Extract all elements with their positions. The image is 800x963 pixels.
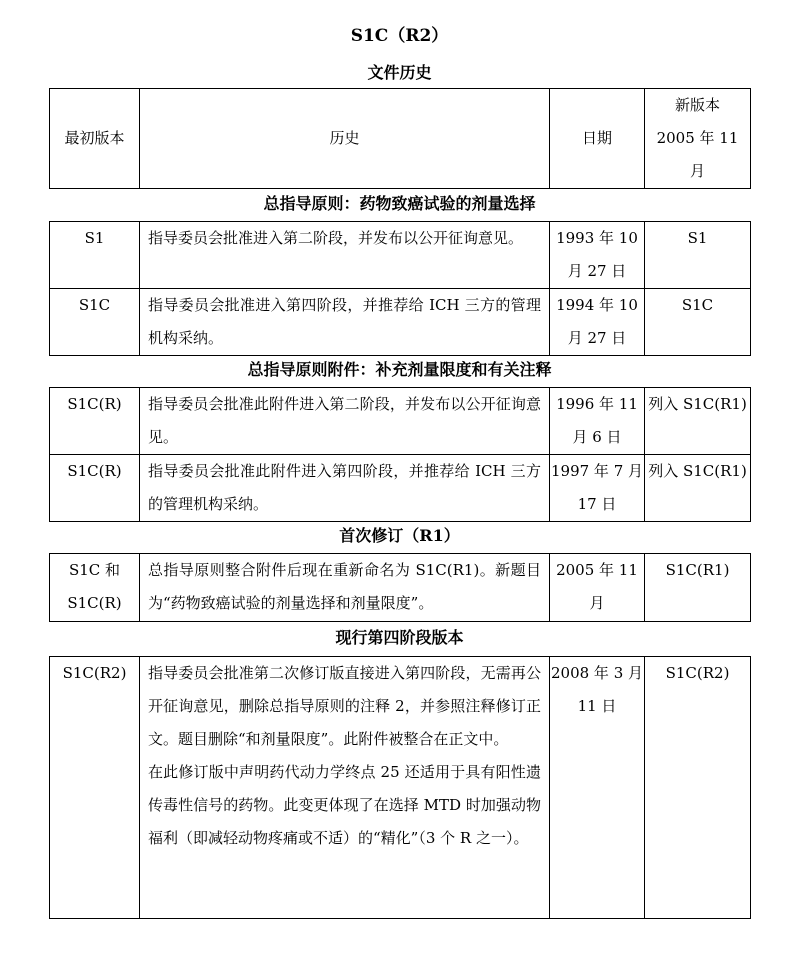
version-cell: S1C(R) [50,455,140,522]
new-version-cell: S1C(R2) [645,657,751,919]
history-cell: 指导委员会批准此附件进入第二阶段，并发布以公开征询意见。 [140,388,550,455]
section-title: 总指导原则附件：补充剂量限度和有关注释 [247,360,552,379]
date-cell: 1994 年 10 月 27 日 [550,289,645,356]
header-table [49,88,751,189]
header-new-version-line2: 2005 年 11 [656,129,739,147]
date-cell: 2005 年 11 月 [550,554,645,622]
date-cell: 1997 年 7 月 17 日 [550,455,645,522]
history-cell: 指导委员会批准进入第四阶段，并推荐给 ICH 三方的管理机构采纳。 [140,289,550,356]
header-cell-new-version [645,89,751,189]
new-version-cell: 列入 S1C(R1) [645,388,751,455]
history-paragraph: 在此修订版中声明药代动力学终点 25 还适用于具有阳性遗传毒性信号的药物。此变更体现了在选择 MTD 时加强动物福利（即减轻动物疼痛或不适）的“精化”（3 个 R 之一）。 [148,763,541,847]
section-title: 总指导原则：药物致癌试验的剂量选择 [263,194,536,213]
history-cell: 指导委员会批准此附件进入第四阶段，并推荐给 ICH 三方的管理机构采纳。 [140,455,550,522]
version-cell: S1C [50,289,140,356]
history-cell: 指导委员会批准进入第二阶段，并发布以公开征询意见。 [140,222,550,289]
section-title: 首次修订（R1） [339,526,460,545]
table-row [50,289,751,356]
section-table [49,656,751,919]
header-new-version-line3: 月 [689,162,705,180]
date-cell: 1996 年 11 月 6 日 [550,388,645,455]
section-table [49,387,751,522]
table-row [50,222,751,289]
table-row [50,554,751,622]
new-version-cell: S1 [645,222,751,289]
section-table [49,221,751,356]
section-title: 现行第四阶段版本 [335,628,464,647]
date-cell: 1993 年 10 月 27 日 [550,222,645,289]
new-version-cell: S1C [645,289,751,356]
table-row [50,388,751,455]
version-cell: S1C 和 S1C(R) [50,554,140,622]
history-paragraph: 指导委员会批准第二次修订版直接进入第四阶段，无需再公开征询意见，删除总指导原则的注释 2，并参照注释修订正文。题目删除“和剂量限度”。此附件被整合在正文中。 [148,664,541,748]
header-cell-original-version: 最初版本 [50,89,140,189]
header-new-version-line1: 新版本 [674,96,720,114]
header-cell-history: 历史 [140,89,550,189]
document-title: S1C（R2） [350,26,449,46]
date-cell: 2008 年 3 月 11 日 [550,657,645,919]
document-subtitle: 文件历史 [367,63,432,82]
table-row [50,455,751,522]
history-cell: 总指导原则整合附件后现在重新命名为 S1C(R1)。新题目为“药物致癌试验的剂量选择和剂量限度”。 [140,554,550,622]
version-cell: S1 [50,222,140,289]
version-cell: S1C(R2) [50,657,140,919]
version-cell: S1C(R) [50,388,140,455]
header-row [50,89,751,189]
new-version-cell: S1C(R1) [645,554,751,622]
section-table [49,553,751,622]
table-row [50,657,751,919]
history-cell [140,657,550,919]
header-cell-date: 日期 [550,89,645,189]
new-version-cell: 列入 S1C(R1) [645,455,751,522]
